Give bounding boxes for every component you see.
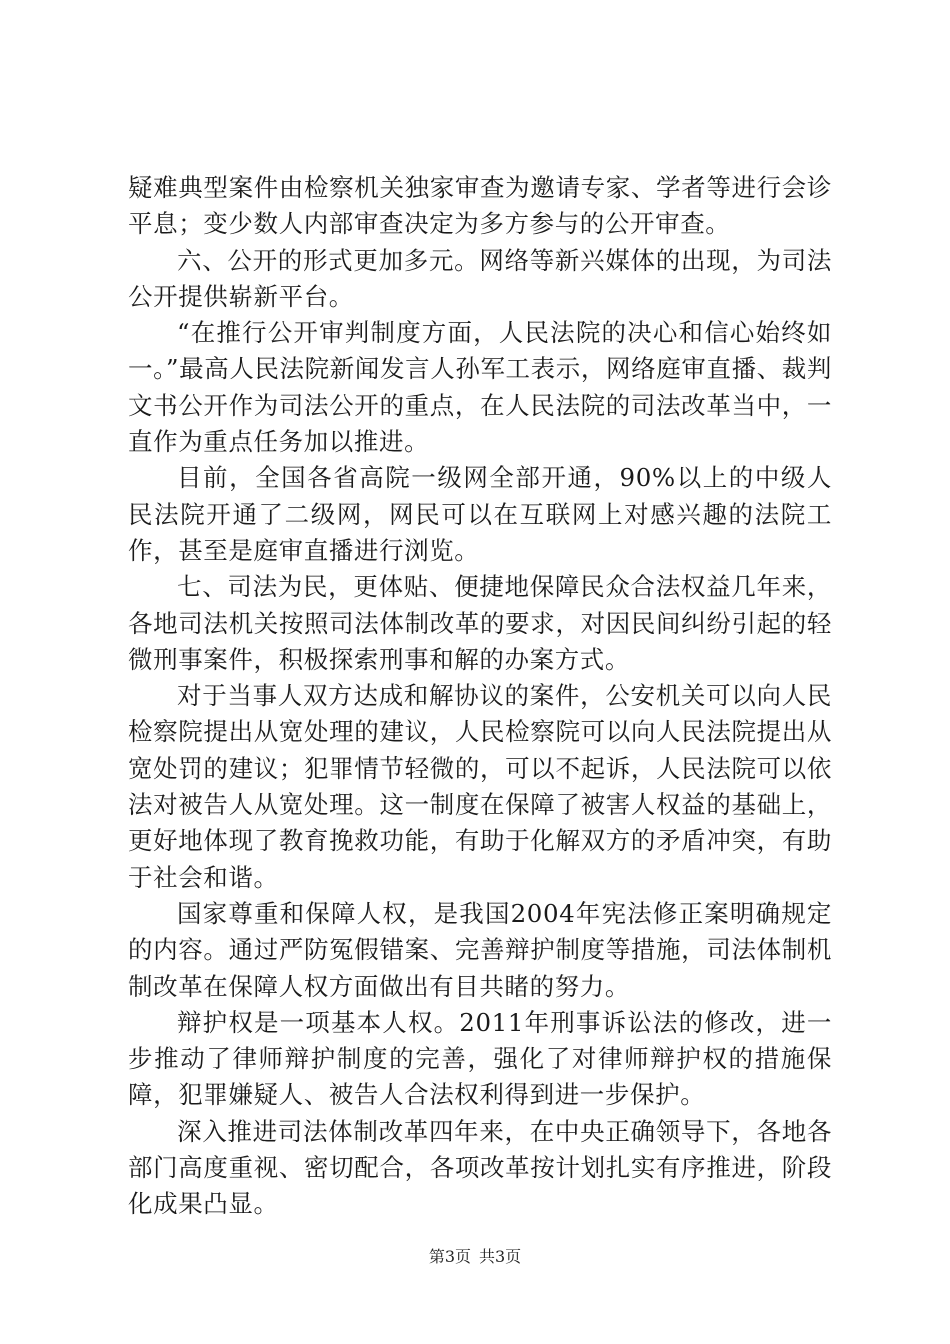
paragraph-6: 对于当事人双方达成和解协议的案件，公安机关可以向人民检察院提出从宽处理的建议，人民检察院可以向人民法院提出从宽处罚的建议；犯罪情节轻微的，可以不起诉，人民法院可以依法对被告人从宽处理。这一制度在保障了被害人权益的基础上，更好地体现了教育挽救功能，有助于化解双方的矛盾冲突，有助于社会和谐。 bbox=[128, 681, 832, 892]
document-body bbox=[128, 170, 832, 1223]
page-footer bbox=[0, 1247, 950, 1267]
page-number-current: 第3页 bbox=[428, 1247, 471, 1266]
paragraph-8: 辩护权是一项基本人权。2011年刑事诉讼法的修改，进一步推动了律师辩护制度的完善，强化了对律师辩护权的措施保障，犯罪嫌疑人、被告人合法权利得到进一步保护。 bbox=[128, 1007, 832, 1110]
paragraph-3: “在推行公开审判制度方面，人民法院的决心和信心始终如一。”最高人民法院新闻发言人孙军工表示，网络庭审直播、裁判文书公开作为司法公开的重点，在人民法院的司法改革当中，一直作为重点任务加以推进。 bbox=[128, 318, 832, 457]
paragraph-9: 深入推进司法体制改革四年来，在中央正确领导下，各地各部门高度重视、密切配合，各项改革按计划扎实有序推进，阶段化成果凸显。 bbox=[128, 1116, 832, 1219]
paragraph-1: 疑难典型案件由检察机关独家审查为邀请专家、学者等进行会诊平息；变少数人内部审查决定为多方参与的公开审查。 bbox=[128, 173, 832, 239]
paragraph-2: 六、公开的形式更加多元。网络等新兴媒体的出现，为司法公开提供崭新平台。 bbox=[128, 245, 832, 311]
paragraph-5: 七、司法为民，更体贴、便捷地保障民众合法权益几年来，各地司法机关按照司法体制改革的要求，对因民间纠纷引起的轻微刑事案件，积极探索刑事和解的办案方式。 bbox=[128, 572, 832, 674]
paragraph-7: 国家尊重和保障人权，是我国2004年宪法修正案明确规定的内容。通过严防冤假错案、完善辩护制度等措施，司法体制机制改革在保障人权方面做出有目共睹的努力。 bbox=[128, 898, 832, 1001]
page-number-total: 共3页 bbox=[479, 1247, 522, 1266]
paragraph-4: 目前，全国各省高院一级网全部开通，90%以上的中级人民法院开通了二级网，网民可以在互联网上对感兴趣的法院工作，甚至是庭审直播进行浏览。 bbox=[128, 463, 832, 565]
